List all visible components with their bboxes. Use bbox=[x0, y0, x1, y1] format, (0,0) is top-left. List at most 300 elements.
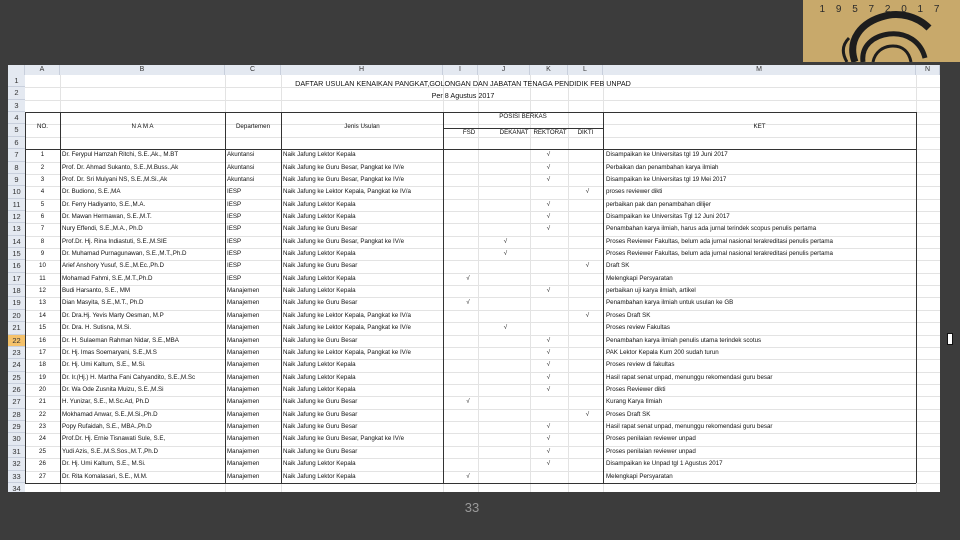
row-header[interactable]: 30 bbox=[8, 433, 25, 445]
cell-dikti[interactable] bbox=[570, 421, 605, 433]
cell-rektorat[interactable]: √ bbox=[546, 348, 551, 356]
cell-ket[interactable]: Hasil rapat senat unpad, menunggu rekomendasi guru besar bbox=[606, 423, 773, 431]
cell-jenis[interactable]: Naik Jafung Lektor Kepala bbox=[283, 287, 356, 295]
cell-ket[interactable]: Proses Reviewer dikti bbox=[606, 386, 666, 393]
cell-rektorat[interactable]: √ bbox=[546, 200, 551, 208]
cell-no[interactable]: 24 bbox=[39, 435, 46, 443]
column-header[interactable]: B bbox=[60, 65, 225, 75]
cell-jenis[interactable]: Naik Jafung ke Lektor Kepala, Pangkat ke IV/e bbox=[283, 348, 411, 356]
cell-fsd[interactable]: √ bbox=[466, 398, 470, 406]
cell-jenis[interactable]: Naik Jafung ke Guru Besar, Pangkat ke IV/e bbox=[283, 435, 405, 443]
row-header[interactable]: 5 bbox=[8, 124, 25, 136]
table-border bbox=[281, 112, 282, 483]
column-header[interactable]: A bbox=[25, 65, 60, 75]
cell-rektorat[interactable]: √ bbox=[546, 435, 551, 443]
cell-dikti[interactable] bbox=[570, 458, 605, 470]
row-header[interactable]: 32 bbox=[8, 458, 25, 470]
cell-jenis[interactable]: Naik Jafung Lektor Kepala bbox=[283, 274, 356, 282]
cell-dikti[interactable] bbox=[570, 285, 605, 297]
cell-no[interactable]: 12 bbox=[39, 287, 46, 295]
cell-dept[interactable]: IESP bbox=[227, 237, 242, 245]
row-header[interactable]: 4 bbox=[8, 112, 25, 124]
row-header[interactable]: 17 bbox=[8, 273, 25, 285]
row-header[interactable]: 2 bbox=[8, 87, 25, 99]
sheet-subtitle: Per 8 Agustus 2017 bbox=[431, 91, 495, 100]
cell-dekanat[interactable] bbox=[488, 421, 523, 433]
cell-nama[interactable]: Prof. Dr. Ahmad Sukanto, S.E.,M.Buss.,Ak bbox=[62, 163, 179, 171]
cell-nama[interactable]: Dr. Hj. Umi Kaltum, S.E., M.Si. bbox=[62, 361, 146, 369]
cell-dekanat[interactable] bbox=[488, 409, 523, 421]
row-header[interactable]: 9 bbox=[8, 174, 25, 186]
cell-no[interactable]: 16 bbox=[39, 336, 46, 344]
cell-dept[interactable]: IESP bbox=[227, 188, 242, 196]
cell-dept[interactable]: Akuntansi bbox=[227, 175, 255, 183]
row-header[interactable]: 8 bbox=[8, 162, 25, 174]
cell-nama[interactable]: Dr. Budiono, S.E.,MA bbox=[62, 188, 121, 196]
cell-ket[interactable]: Draft SK bbox=[606, 262, 630, 270]
cell-rektorat[interactable]: √ bbox=[546, 225, 551, 233]
cell-dikti[interactable] bbox=[570, 433, 605, 445]
row-header[interactable]: 23 bbox=[8, 347, 25, 359]
cell-nama[interactable]: Dr. Rita Komalasari, S.E., M.M. bbox=[62, 472, 148, 480]
row-header[interactable]: 1 bbox=[8, 75, 25, 87]
cell-fsd[interactable]: √ bbox=[466, 274, 470, 282]
cell-jenis[interactable]: Naik Jafung ke Guru Besar bbox=[283, 336, 358, 344]
cell-ket[interactable]: Proses Draft SK bbox=[606, 311, 651, 319]
cell-nama[interactable]: Budi Harsanto, S.E., MM bbox=[62, 287, 131, 295]
cell-jenis[interactable]: Naik Jafung Lektor Kepala bbox=[283, 472, 356, 480]
cell-dikti[interactable] bbox=[570, 446, 605, 458]
cell-fsd[interactable] bbox=[453, 384, 483, 396]
cell-ket[interactable]: Proses Reviewer Fakultas, belum ada jurnal nasional terakreditasi penulis pertama bbox=[606, 250, 833, 258]
cell-dekanat[interactable] bbox=[488, 471, 523, 483]
cell-fsd[interactable] bbox=[453, 421, 483, 433]
cell-dekanat[interactable] bbox=[488, 384, 523, 396]
cell-fsd[interactable] bbox=[453, 433, 483, 445]
header-dikti: DIKTI bbox=[577, 129, 594, 136]
cell-jenis[interactable]: Naik Jafung ke Guru Besar, Pangkat ke IV/e bbox=[283, 175, 405, 183]
cell-no[interactable]: 1 bbox=[40, 151, 45, 159]
cell-ket[interactable]: proses reviewer dikti bbox=[606, 188, 663, 196]
cell-fsd[interactable] bbox=[453, 248, 483, 260]
cell-fsd[interactable] bbox=[453, 211, 483, 223]
cell-ket[interactable]: Perbaikan dan penambahan karya ilmiah bbox=[606, 163, 719, 171]
cell-ket[interactable]: Proses penilaian reviewer unpad bbox=[606, 447, 696, 455]
cell-dept[interactable]: IESP bbox=[227, 200, 242, 208]
cell-dekanat[interactable] bbox=[488, 211, 523, 223]
cell-no[interactable]: 14 bbox=[39, 311, 46, 319]
cell-nama[interactable]: Dr. Dra.Hj. Yevis Marty Oesman, M.P bbox=[62, 311, 164, 319]
cell-rektorat[interactable]: √ bbox=[546, 423, 551, 431]
cell-no[interactable]: 7 bbox=[40, 225, 45, 233]
cell-dikti[interactable] bbox=[570, 149, 605, 161]
row-header[interactable]: 34 bbox=[8, 483, 25, 492]
cell-nama[interactable]: Nury Effendi, S.E.,M.A., Ph.D bbox=[62, 225, 143, 233]
cell-nama[interactable]: Dr. Muhamad Purnagunawan, S.E.,M.T.,Ph.D bbox=[62, 250, 187, 258]
cell-ket[interactable]: perbaikan uji karya ilmiah, artikel bbox=[606, 287, 696, 295]
page-number: 33 bbox=[464, 500, 480, 515]
cell-fsd[interactable] bbox=[453, 347, 483, 359]
cell-rektorat[interactable] bbox=[531, 471, 566, 483]
cell-dept[interactable]: Manajemen bbox=[227, 460, 260, 468]
row-header[interactable]: 3 bbox=[8, 100, 25, 112]
cell-no[interactable]: 9 bbox=[40, 250, 45, 258]
row-header[interactable]: 20 bbox=[8, 310, 25, 322]
cell-dekanat[interactable] bbox=[488, 335, 523, 347]
cell-nama[interactable]: Popy Rufaidah, S.E., MBA.,Ph.D bbox=[62, 423, 152, 431]
row-header[interactable]: 18 bbox=[8, 285, 25, 297]
cell-dept[interactable]: Manajemen bbox=[227, 435, 260, 443]
cell-dekanat[interactable] bbox=[488, 149, 523, 161]
cell-dekanat[interactable] bbox=[488, 285, 523, 297]
cell-dekanat[interactable] bbox=[488, 396, 523, 408]
row-header[interactable]: 33 bbox=[8, 471, 25, 483]
cell-rektorat[interactable] bbox=[531, 273, 566, 285]
cell-jenis[interactable]: Naik Jafung Lektor Kepala bbox=[283, 373, 356, 381]
cell-no[interactable]: 2 bbox=[40, 163, 45, 171]
cell-dept[interactable]: Manajemen bbox=[227, 336, 260, 344]
cell-no[interactable]: 4 bbox=[40, 188, 45, 196]
cell-no[interactable]: 11 bbox=[39, 274, 46, 282]
row-header[interactable]: 12 bbox=[8, 211, 25, 223]
header-fsd: FSD bbox=[462, 129, 476, 136]
cell-dikti[interactable] bbox=[570, 372, 605, 384]
cell-dekanat[interactable] bbox=[488, 310, 523, 322]
cell-rektorat[interactable]: √ bbox=[546, 151, 551, 159]
cell-dept[interactable]: Manajemen bbox=[227, 386, 260, 393]
cell-no[interactable]: 25 bbox=[39, 447, 46, 455]
cell-jenis[interactable]: Naik Jafung Lektor Kepala bbox=[283, 386, 356, 393]
cell-dekanat[interactable]: √ bbox=[503, 324, 508, 332]
cell-dikti[interactable]: √ bbox=[585, 410, 590, 418]
column-header[interactable]: M bbox=[603, 65, 916, 75]
cell-ket[interactable]: Kurang Karya Ilmiah bbox=[606, 398, 663, 406]
cell-fsd[interactable] bbox=[453, 199, 483, 211]
cell-rektorat[interactable]: √ bbox=[546, 386, 551, 393]
cell-jenis[interactable]: Naik Jafung ke Guru Besar, Pangkat ke IV/e bbox=[283, 163, 405, 171]
cell-dept[interactable]: Manajemen bbox=[227, 410, 260, 418]
cell-dekanat[interactable] bbox=[488, 162, 523, 174]
cell-nama[interactable]: Prof. Dr. Sri Mulyani NS, S.E.,M.Si.,Ak bbox=[62, 175, 168, 183]
cell-dekanat[interactable]: √ bbox=[503, 250, 508, 258]
cell-dikti[interactable] bbox=[570, 297, 605, 309]
cell-dept[interactable]: Manajemen bbox=[227, 373, 260, 381]
row-header[interactable]: 6 bbox=[8, 137, 25, 149]
cell-dept[interactable]: Manajemen bbox=[227, 299, 260, 307]
cell-fsd[interactable] bbox=[453, 223, 483, 235]
column-header[interactable]: I bbox=[443, 65, 478, 75]
cell-jenis[interactable]: Naik Jafung ke Lektor Kepala, Pangkat ke IV/a bbox=[283, 188, 411, 196]
column-header[interactable]: H bbox=[281, 65, 443, 75]
cell-jenis[interactable]: Naik Jafung Lektor Kepala bbox=[283, 151, 356, 159]
cell-no[interactable]: 3 bbox=[40, 175, 45, 183]
cell-dikti[interactable] bbox=[570, 471, 605, 483]
row-header[interactable]: 28 bbox=[8, 409, 25, 421]
cell-rektorat[interactable]: √ bbox=[546, 212, 551, 220]
cell-jenis[interactable]: Naik Jafung ke Guru Besar bbox=[283, 423, 358, 431]
cell-nama[interactable]: Prof.Dr. Hj. Ernie Tisnawati Sule, S.E, bbox=[62, 435, 166, 443]
cell-jenis[interactable]: Naik Jafung Lektor Kepala bbox=[283, 212, 356, 220]
cell-dept[interactable]: Manajemen bbox=[227, 287, 260, 295]
cell-nama[interactable]: Yudi Azis, S.E.,M.S.Sos.,M.T.,Ph.D bbox=[62, 447, 158, 455]
cell-fsd[interactable] bbox=[453, 310, 483, 322]
cell-jenis[interactable]: Naik Jafung ke Guru Besar bbox=[283, 225, 358, 233]
column-header[interactable]: J bbox=[478, 65, 530, 75]
cell-rektorat[interactable]: √ bbox=[546, 163, 551, 171]
cell-ket[interactable]: Proses review Fakultas bbox=[606, 324, 670, 332]
row-header[interactable]: 14 bbox=[8, 236, 25, 248]
cell-no[interactable]: 21 bbox=[39, 398, 46, 406]
cell-dept[interactable]: IESP bbox=[227, 225, 242, 233]
cell-rektorat[interactable]: √ bbox=[546, 287, 551, 295]
cell-jenis[interactable]: Naik Jafung ke Guru Besar bbox=[283, 398, 358, 406]
cell-no[interactable]: 26 bbox=[39, 460, 46, 468]
cell-fsd[interactable] bbox=[453, 260, 483, 272]
cell-jenis[interactable]: Naik Jafung Lektor Kepala bbox=[283, 250, 356, 258]
cell-nama[interactable]: Dr. Hj. Imas Soemaryani, S.E.,M.S bbox=[62, 348, 157, 356]
cell-no[interactable]: 22 bbox=[39, 410, 46, 418]
cell-dikti[interactable]: √ bbox=[585, 188, 590, 196]
cell-dekanat[interactable]: √ bbox=[503, 237, 508, 245]
cell-ket[interactable]: Proses penilaian reviewer unpad bbox=[606, 435, 696, 443]
anniversary-logo bbox=[803, 0, 960, 62]
cell-dekanat[interactable] bbox=[488, 359, 523, 371]
cell-dikti[interactable] bbox=[570, 384, 605, 396]
cell-dept[interactable]: Manajemen bbox=[227, 324, 260, 332]
cell-rektorat[interactable]: √ bbox=[546, 460, 551, 468]
cell-rektorat[interactable]: √ bbox=[546, 361, 551, 369]
cell-fsd[interactable] bbox=[453, 174, 483, 186]
select-all-corner[interactable] bbox=[8, 65, 25, 75]
cell-fsd[interactable] bbox=[453, 285, 483, 297]
cell-ket[interactable]: Proses Reviewer Fakultas, belum ada jurnal nasional terakreditasi penulis pertama bbox=[606, 237, 833, 245]
cell-rektorat[interactable] bbox=[531, 186, 566, 198]
cell-dept[interactable]: IESP bbox=[227, 250, 242, 258]
cell-dikti[interactable] bbox=[570, 211, 605, 223]
cell-dikti[interactable]: √ bbox=[585, 262, 590, 270]
cell-ket[interactable]: Disampaikan ke Universitas Tgl 12 Juni 2017 bbox=[606, 212, 730, 220]
cell-no[interactable]: 13 bbox=[39, 299, 46, 307]
cell-ket[interactable]: Melengkapi Persyaratan bbox=[606, 472, 673, 480]
cell-no[interactable]: 20 bbox=[39, 386, 46, 393]
table-border bbox=[916, 112, 917, 483]
cell-nama[interactable]: Dr. Mawan Hermawan, S.E.,M.T. bbox=[62, 212, 152, 220]
cell-fsd[interactable] bbox=[453, 335, 483, 347]
cell-ket[interactable]: Proses Draft SK bbox=[606, 410, 651, 418]
cell-dikti[interactable] bbox=[570, 322, 605, 334]
cell-dept[interactable]: IESP bbox=[227, 274, 242, 282]
table-border bbox=[25, 483, 916, 484]
cell-jenis[interactable]: Naik Jafung Lektor Kepala bbox=[283, 200, 356, 208]
row-header[interactable]: 7 bbox=[8, 149, 25, 161]
cell-dikti[interactable] bbox=[570, 223, 605, 235]
cell-dept[interactable]: Akuntansi bbox=[227, 151, 255, 159]
cell-fsd[interactable] bbox=[453, 359, 483, 371]
row-header[interactable]: 10 bbox=[8, 186, 25, 198]
cell-jenis[interactable]: Naik Jafung ke Guru Besar bbox=[283, 299, 358, 307]
cell-jenis[interactable]: Naik Jafung Lektor Kepala bbox=[283, 460, 356, 468]
cell-no[interactable]: 23 bbox=[39, 423, 46, 431]
cell-dekanat[interactable] bbox=[488, 446, 523, 458]
cell-dept[interactable]: Manajemen bbox=[227, 472, 260, 480]
cell-nama[interactable]: Dr. Dra. H. Sutisna, M.Si. bbox=[62, 324, 132, 332]
cell-jenis[interactable]: Naik Jafung ke Guru Besar bbox=[283, 262, 358, 270]
column-header[interactable]: L bbox=[568, 65, 603, 75]
cell-dikti[interactable] bbox=[570, 248, 605, 260]
cell-ket[interactable]: Penambahan karya ilmiah untuk usulan ke GB bbox=[606, 299, 734, 307]
row-header[interactable]: 15 bbox=[8, 248, 25, 260]
cell-dekanat[interactable] bbox=[488, 260, 523, 272]
cell-no[interactable]: 17 bbox=[39, 348, 46, 356]
cell-fsd[interactable]: √ bbox=[466, 472, 470, 480]
cell-jenis[interactable]: Naik Jafung ke Lektor Kepala, Pangkat ke IV/e bbox=[283, 324, 411, 332]
cell-nama[interactable]: Dr. Wa Ode Zusnita Muizu, S.E.,M.Si bbox=[62, 386, 164, 393]
cell-nama[interactable]: Dr. H. Sulaeman Rahman Nidar, S.E.,MBA bbox=[62, 336, 179, 344]
cell-dekanat[interactable] bbox=[488, 186, 523, 198]
cell-nama[interactable]: Mohamad Fahmi, S.E.,M.T.,Ph.D bbox=[62, 274, 153, 282]
cell-rektorat[interactable]: √ bbox=[546, 175, 551, 183]
cell-rektorat[interactable] bbox=[531, 236, 566, 248]
cell-no[interactable]: 27 bbox=[39, 472, 46, 480]
cell-rektorat[interactable] bbox=[531, 409, 566, 421]
cell-rektorat[interactable] bbox=[531, 310, 566, 322]
cell-fsd[interactable] bbox=[453, 162, 483, 174]
cell-dekanat[interactable] bbox=[488, 372, 523, 384]
cell-dept[interactable]: Manajemen bbox=[227, 361, 260, 369]
row-header[interactable]: 19 bbox=[8, 297, 25, 309]
cell-nama[interactable]: Dr. Ferry Hadiyanto, S.E.,M.A. bbox=[62, 200, 146, 208]
cell-dekanat[interactable] bbox=[488, 433, 523, 445]
row-header[interactable]: 16 bbox=[8, 260, 25, 272]
row-header[interactable]: 29 bbox=[8, 421, 25, 433]
cell-dept[interactable]: IESP bbox=[227, 212, 242, 220]
row-header[interactable]: 24 bbox=[8, 359, 25, 371]
cell-rektorat[interactable] bbox=[531, 396, 566, 408]
row-header[interactable]: 13 bbox=[8, 223, 25, 235]
cell-rektorat[interactable]: √ bbox=[546, 447, 551, 455]
cell-dept[interactable]: Manajemen bbox=[227, 398, 260, 406]
column-header[interactable]: K bbox=[530, 65, 568, 75]
cell-jenis[interactable]: Naik Jafung ke Guru Besar bbox=[283, 447, 358, 455]
cell-nama[interactable]: H. Yunizar, S.E., M.Sc.Ad, Ph.D bbox=[62, 398, 150, 406]
cell-ket[interactable]: Hasil rapat senat unpad, menunggu rekomendasi guru besar bbox=[606, 373, 773, 381]
cell-ket[interactable]: Proses review di fakultas bbox=[606, 361, 675, 369]
cell-rektorat[interactable] bbox=[531, 322, 566, 334]
cell-fsd[interactable] bbox=[453, 236, 483, 248]
cell-nama[interactable]: Dr. Ferypul Hamzah Ritchi, S.E.,Ak., M.BT bbox=[62, 151, 179, 159]
column-header[interactable]: C bbox=[225, 65, 281, 75]
resize-handle[interactable] bbox=[947, 333, 953, 345]
cell-fsd[interactable]: √ bbox=[466, 299, 470, 307]
cell-fsd[interactable] bbox=[453, 446, 483, 458]
cell-dikti[interactable] bbox=[570, 174, 605, 186]
cell-jenis[interactable]: Naik Jafung ke Guru Besar bbox=[283, 410, 358, 418]
cell-dekanat[interactable] bbox=[488, 297, 523, 309]
cell-dikti[interactable] bbox=[570, 396, 605, 408]
cell-fsd[interactable] bbox=[453, 409, 483, 421]
row-header[interactable]: 22 bbox=[8, 335, 25, 347]
cell-dept[interactable]: Manajemen bbox=[227, 311, 260, 319]
cell-ket[interactable]: perbaikan pak dan penambahan dilijer bbox=[606, 200, 711, 208]
cell-ket[interactable]: Penambahan karya ilmiah, harus ada jurnal terindek scopus penulis pertama bbox=[606, 225, 817, 233]
cell-ket[interactable]: Penambahan karya ilmiah penulis utama terindek scotus bbox=[606, 336, 762, 344]
cell-nama[interactable]: Prof.Dr. Hj. Rina Indiastuti, S.E.,M.SIE bbox=[62, 237, 167, 245]
cell-ket[interactable]: Melengkapi Persyaratan bbox=[606, 274, 673, 282]
cell-dept[interactable]: Akuntansi bbox=[227, 163, 255, 171]
cell-no[interactable]: 6 bbox=[40, 212, 45, 220]
cell-nama[interactable]: Dr. Hj. Umi Kaltum, S.E., M.Si. bbox=[62, 460, 146, 468]
row-header[interactable]: 11 bbox=[8, 199, 25, 211]
cell-dikti[interactable] bbox=[570, 347, 605, 359]
cell-dekanat[interactable] bbox=[488, 347, 523, 359]
cell-no[interactable]: 8 bbox=[40, 237, 45, 245]
cell-rektorat[interactable] bbox=[531, 248, 566, 260]
cell-fsd[interactable] bbox=[453, 149, 483, 161]
cell-nama[interactable]: Dian Masyita, S.E.,M.T., Ph.D bbox=[62, 299, 144, 307]
cell-dikti[interactable] bbox=[570, 162, 605, 174]
cell-no[interactable]: 18 bbox=[39, 361, 46, 369]
row-header[interactable]: 31 bbox=[8, 446, 25, 458]
header-rektorat: REKTORAT bbox=[533, 129, 567, 136]
cell-dekanat[interactable] bbox=[488, 273, 523, 285]
spreadsheet[interactable] bbox=[8, 65, 940, 492]
cell-ket[interactable]: Disampaikan ke Universitas tgl 19 Juni 2017 bbox=[606, 151, 728, 159]
cell-rektorat[interactable]: √ bbox=[546, 336, 551, 344]
cell-no[interactable]: 15 bbox=[39, 324, 46, 332]
column-header[interactable]: N bbox=[916, 65, 940, 75]
cell-jenis[interactable]: Naik Jafung Lektor Kepala bbox=[283, 361, 356, 369]
cell-nama[interactable]: Dr. Ir.(Hj.) H. Martha Fani Cahyandito, S.E.,M.Sc bbox=[62, 373, 196, 381]
cell-dikti[interactable] bbox=[570, 335, 605, 347]
row-header[interactable]: 27 bbox=[8, 396, 25, 408]
cell-no[interactable]: 19 bbox=[39, 373, 46, 381]
header-no: NO. bbox=[36, 123, 48, 130]
cell-jenis[interactable]: Naik Jafung ke Guru Besar, Pangkat ke IV/e bbox=[283, 237, 405, 245]
row-header[interactable]: 26 bbox=[8, 384, 25, 396]
cell-dekanat[interactable] bbox=[488, 223, 523, 235]
cell-ket[interactable]: Disampaikan ke Unpad tgl 1 Agustus 2017 bbox=[606, 460, 723, 468]
cell-dikti[interactable]: √ bbox=[585, 311, 590, 319]
cell-dept[interactable]: IESP bbox=[227, 262, 242, 270]
cell-nama[interactable]: Arief Anshory Yusuf, S.E.,M.Ec.,Ph.D bbox=[62, 262, 165, 270]
cell-dikti[interactable] bbox=[570, 199, 605, 211]
cell-no[interactable]: 10 bbox=[39, 262, 46, 270]
cell-fsd[interactable] bbox=[453, 458, 483, 470]
cell-dikti[interactable] bbox=[570, 236, 605, 248]
cell-dikti[interactable] bbox=[570, 273, 605, 285]
cell-dept[interactable]: Manajemen bbox=[227, 423, 260, 431]
cell-jenis[interactable]: Naik Jafung ke Lektor Kepala, Pangkat ke IV/a bbox=[283, 311, 411, 319]
cell-ket[interactable]: PAK Lektor Kepala Kum 200 sudah turun bbox=[606, 348, 719, 356]
cell-dikti[interactable] bbox=[570, 359, 605, 371]
cell-fsd[interactable] bbox=[453, 372, 483, 384]
row-header[interactable]: 21 bbox=[8, 322, 25, 334]
cell-dept[interactable]: Manajemen bbox=[227, 447, 260, 455]
cell-nama[interactable]: Mokhamad Anwar, S.E.,M.Si.,Ph.D bbox=[62, 410, 158, 418]
cell-fsd[interactable] bbox=[453, 186, 483, 198]
cell-rektorat[interactable]: √ bbox=[546, 373, 551, 381]
cell-dekanat[interactable] bbox=[488, 458, 523, 470]
row-header[interactable]: 25 bbox=[8, 372, 25, 384]
cell-dept[interactable]: Manajemen bbox=[227, 348, 260, 356]
cell-no[interactable]: 5 bbox=[40, 200, 45, 208]
cell-dekanat[interactable] bbox=[488, 199, 523, 211]
cell-fsd[interactable] bbox=[453, 322, 483, 334]
cell-rektorat[interactable] bbox=[531, 260, 566, 272]
cell-rektorat[interactable] bbox=[531, 297, 566, 309]
cell-dekanat[interactable] bbox=[488, 174, 523, 186]
cell-ket[interactable]: Disampaikan ke Universitas tgl 19 Mei 2017 bbox=[606, 175, 727, 183]
